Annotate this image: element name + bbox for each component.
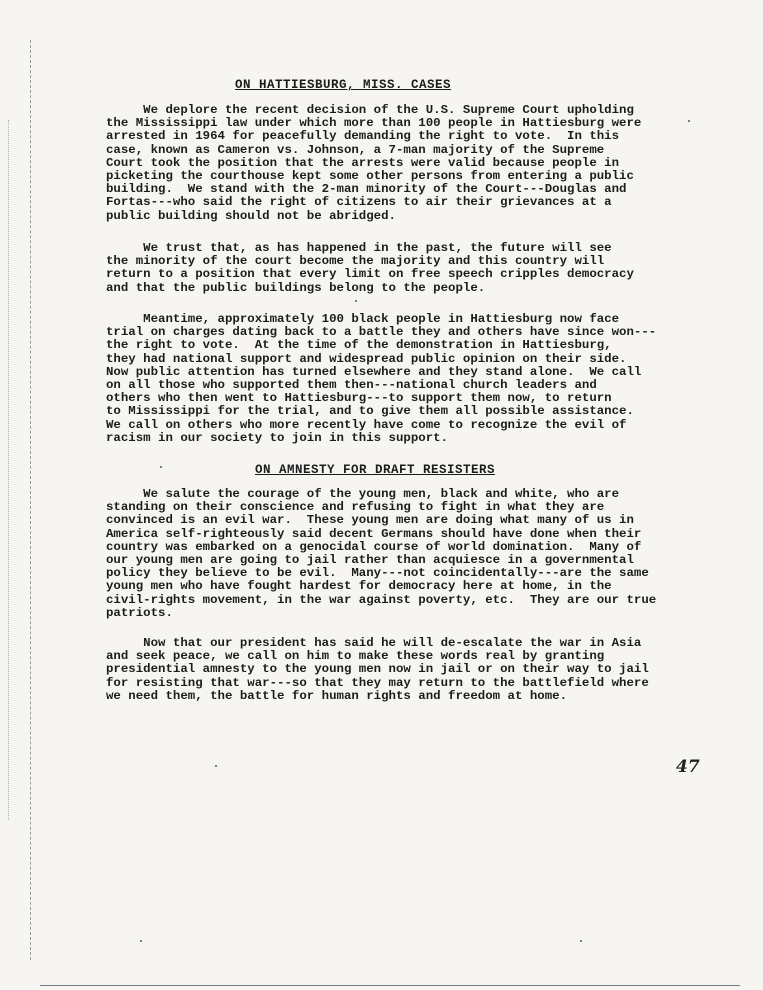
text-line: to Mississippi for the trial, and to give them all possible assistance. <box>106 405 634 419</box>
section-heading-amnesty: ON AMNESTY FOR DRAFT RESISTERS <box>255 463 496 477</box>
text-line: We trust that, as has happened in the past, the future will see <box>106 242 612 255</box>
paragraph-presidential-amnesty <box>106 637 694 703</box>
scan-speck <box>160 466 162 468</box>
text-line: patriots. <box>106 606 173 620</box>
text-line: others who then went to Hattiesburg---to support them now, to return <box>106 392 612 406</box>
text-line: Court took the position that the arrests were valid because people in <box>106 156 620 170</box>
text-line: we need them, the battle for human rights and freedom at home. <box>106 689 568 703</box>
text-line: on all those who supported them then---national church leaders and <box>106 379 597 393</box>
page-number: 47 <box>676 757 700 777</box>
paragraph-minority-trust <box>106 242 694 295</box>
scan-speck <box>355 300 357 302</box>
text-line: our young men are going to jail rather than acquiesce in a governmental <box>106 554 634 568</box>
text-line: and seek peace, we call on him to make these words real by granting <box>106 650 605 664</box>
text-line: Now that our president has said he will de-escalate the war in Asia <box>106 637 642 650</box>
text-line: country was embarked on a genocidal course of world domination. Many of <box>106 540 642 554</box>
scan-speck <box>580 940 582 942</box>
paragraph-draft-resisters <box>106 488 694 620</box>
paragraph-hattiesburg-trial <box>106 313 694 445</box>
left-margin-rule <box>30 40 31 960</box>
text-line: they had national support and widespread public opinion on their side. <box>106 352 627 366</box>
text-line: the minority of the court become the majority and this country will <box>106 255 605 269</box>
text-line: arrested in 1964 for peacefully demanding the right to vote. In this <box>106 130 620 144</box>
text-line: and that the public buildings belong to the people. <box>106 281 486 295</box>
text-line: case, known as Cameron vs. Johnson, a 7-man majority of the Supreme <box>106 143 605 157</box>
text-line: racism in our society to join in this support. <box>106 431 449 445</box>
text-line: presidential amnesty to the young men now in jail or on their way to jail <box>106 663 649 677</box>
text-line: policy they believe to be evil. Many---not coincidentally---are the same <box>106 567 649 581</box>
text-line: convinced is an evil war. These young men are doing what many of us in <box>106 514 634 528</box>
text-line: the right to vote. At the time of the demonstration in Hattiesburg, <box>106 339 612 353</box>
text-line: We deplore the recent decision of the U.S. Supreme Court upholding <box>106 104 634 117</box>
text-line: young men who have fought hardest for democracy here at home, in the <box>106 580 612 594</box>
text-line: standing on their conscience and refusing to fight in what they are <box>106 501 605 515</box>
text-line: picketing the courthouse kept some other persons from entering a public <box>106 170 634 184</box>
text-line: America self-righteously said decent Germans should have done when their <box>106 527 642 541</box>
text-line: public building should not be abridged. <box>106 209 396 223</box>
text-line: building. We stand with the 2-man minority of the Court---Douglas and <box>106 183 627 197</box>
text-line: return to a position that every limit on free speech cripples democracy <box>106 268 634 282</box>
text-line: Meantime, approximately 100 black people in Hattiesburg now face <box>106 313 620 326</box>
text-line: We call on others who more recently have come to recognize the evil of <box>106 418 627 432</box>
left-edge-mark <box>8 120 9 820</box>
scan-speck <box>215 765 217 767</box>
text-line: the Mississippi law under which more than 100 people in Hattiesburg were <box>106 117 642 131</box>
bottom-edge-rule <box>40 985 740 986</box>
text-line: civil-rights movement, in the war against poverty, etc. They are our true <box>106 593 657 607</box>
text-line: Now public attention has turned elsewhere and they stand alone. We call <box>106 365 642 379</box>
paragraph-supreme-court-decision <box>106 104 694 223</box>
section-heading-hattiesburg: ON HATTIESBURG, MISS. CASES <box>235 78 452 92</box>
text-line: trial on charges dating back to a battle they and others have since won--- <box>106 326 657 340</box>
text-line: We salute the courage of the young men, black and white, who are <box>106 488 620 501</box>
scan-speck <box>688 120 690 122</box>
text-line: Fortas---who said the right of citizens to air their grievances at a <box>106 196 612 210</box>
text-line: for resisting that war---so that they may return to the battlefield where <box>106 676 649 690</box>
scan-speck <box>140 940 142 942</box>
